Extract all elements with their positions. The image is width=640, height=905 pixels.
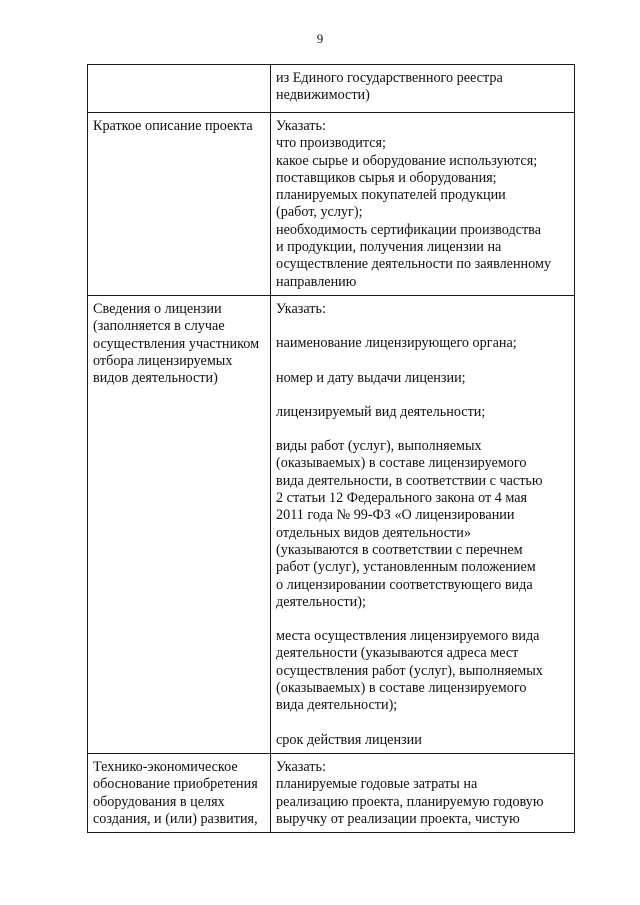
row-content-line: поставщиков сырья и оборудования;	[276, 169, 497, 186]
row-label-line: обоснование приобретения	[93, 776, 258, 793]
row-content-line: недвижимости)	[276, 87, 370, 104]
row-content-line: какое сырье и оборудование используются;	[276, 152, 538, 169]
row-label-line: осуществления участником	[93, 335, 260, 352]
row-label-line: Технико-экономическое	[93, 758, 238, 775]
table-row	[88, 295, 575, 753]
row-content-line: из Единого государственного реестра	[276, 70, 503, 86]
row-label-cell	[88, 113, 271, 296]
row-content-cell	[271, 113, 575, 296]
row-content-line: срок действия лицензии	[276, 731, 422, 748]
row-label-line: оборудования в целях	[93, 793, 225, 810]
row-label-line: создания, и (или) развития,	[93, 810, 258, 827]
row-content-line: осуществления работ (услуг), выполняемых	[276, 662, 543, 679]
row-content-line: места осуществления лицензируемого вида	[276, 628, 540, 645]
row-content-cell	[271, 753, 575, 832]
row-content-line: направлению	[276, 273, 357, 290]
row-content-line: (работ, услуг);	[276, 204, 363, 221]
paragraph-gap	[276, 387, 570, 404]
row-content-line: планируемых покупателей продукции	[276, 187, 506, 204]
row-content-line: осуществление деятельности по заявленному	[276, 256, 552, 273]
row-content-line: (указываются в соответствии с перечнем	[276, 541, 523, 558]
table-row	[88, 753, 575, 832]
row-content-line: (оказываемых) в составе лицензируемого	[276, 680, 527, 697]
paragraph-gap	[276, 318, 570, 335]
row-label-cell	[88, 65, 271, 113]
row-content-line: деятельности (указываются адреса мест	[276, 645, 519, 662]
row-content-line: лицензируемый вид деятельности;	[276, 403, 486, 420]
application-form-table	[87, 64, 575, 833]
row-content-line: (оказываемых) в составе лицензируемого	[276, 455, 527, 472]
row-content-line: выручку от реализации проекта, чистую	[276, 810, 520, 827]
row-content-line: отдельных видов деятельности»	[276, 524, 471, 541]
row-content-cell	[271, 65, 575, 113]
row-content-line: Указать:	[276, 300, 326, 317]
row-content-line: необходимость сертификации производства	[276, 221, 541, 238]
paragraph-gap	[276, 715, 570, 732]
row-content-line: наименование лицензирующего органа;	[276, 335, 517, 352]
row-content-line: Указать:	[276, 758, 326, 775]
row-content-line: работ (услуг), установленным положением	[276, 559, 536, 576]
row-label-line: отбора лицензируемых	[93, 352, 233, 369]
row-content-line: 2011 года № 99-ФЗ «О лицензировании	[276, 507, 515, 524]
row-content-line: и продукции, получения лицензии на	[276, 239, 502, 256]
page-number: 9	[316, 31, 324, 46]
row-label-line: Сведения о лицензии	[93, 300, 222, 317]
row-content-line: вида деятельности, в соответствии с частью	[276, 472, 543, 489]
row-content-line: что производится;	[276, 135, 387, 152]
table-row	[88, 65, 575, 113]
table-row	[88, 113, 575, 296]
row-content-line: реализацию проекта, планируемую годовую	[276, 793, 544, 810]
row-content-line: о лицензировании соответствующего вида	[276, 576, 533, 593]
row-content-cell	[271, 295, 575, 753]
row-content-line: номер и дату выдачи лицензии;	[276, 369, 466, 386]
row-label-line: видов деятельности)	[93, 370, 218, 387]
row-content-line: 2 статьи 12 Федерального закона от 4 мая	[276, 490, 528, 507]
row-content-line: планируемые годовые затраты на	[276, 776, 478, 793]
paragraph-gap	[276, 611, 570, 628]
row-label-line: Краткое описание проекта	[93, 118, 253, 134]
row-label-cell	[88, 753, 271, 832]
row-content-line: вида деятельности);	[276, 697, 398, 714]
paragraph-gap	[276, 353, 570, 370]
row-label-cell	[88, 295, 271, 753]
row-label-line: (заполняется в случае	[93, 318, 225, 335]
row-content-line: виды работ (услуг), выполняемых	[276, 438, 482, 455]
paragraph-gap	[276, 421, 570, 438]
row-content-line: Указать:	[276, 118, 326, 134]
row-content-line: деятельности);	[276, 593, 366, 610]
